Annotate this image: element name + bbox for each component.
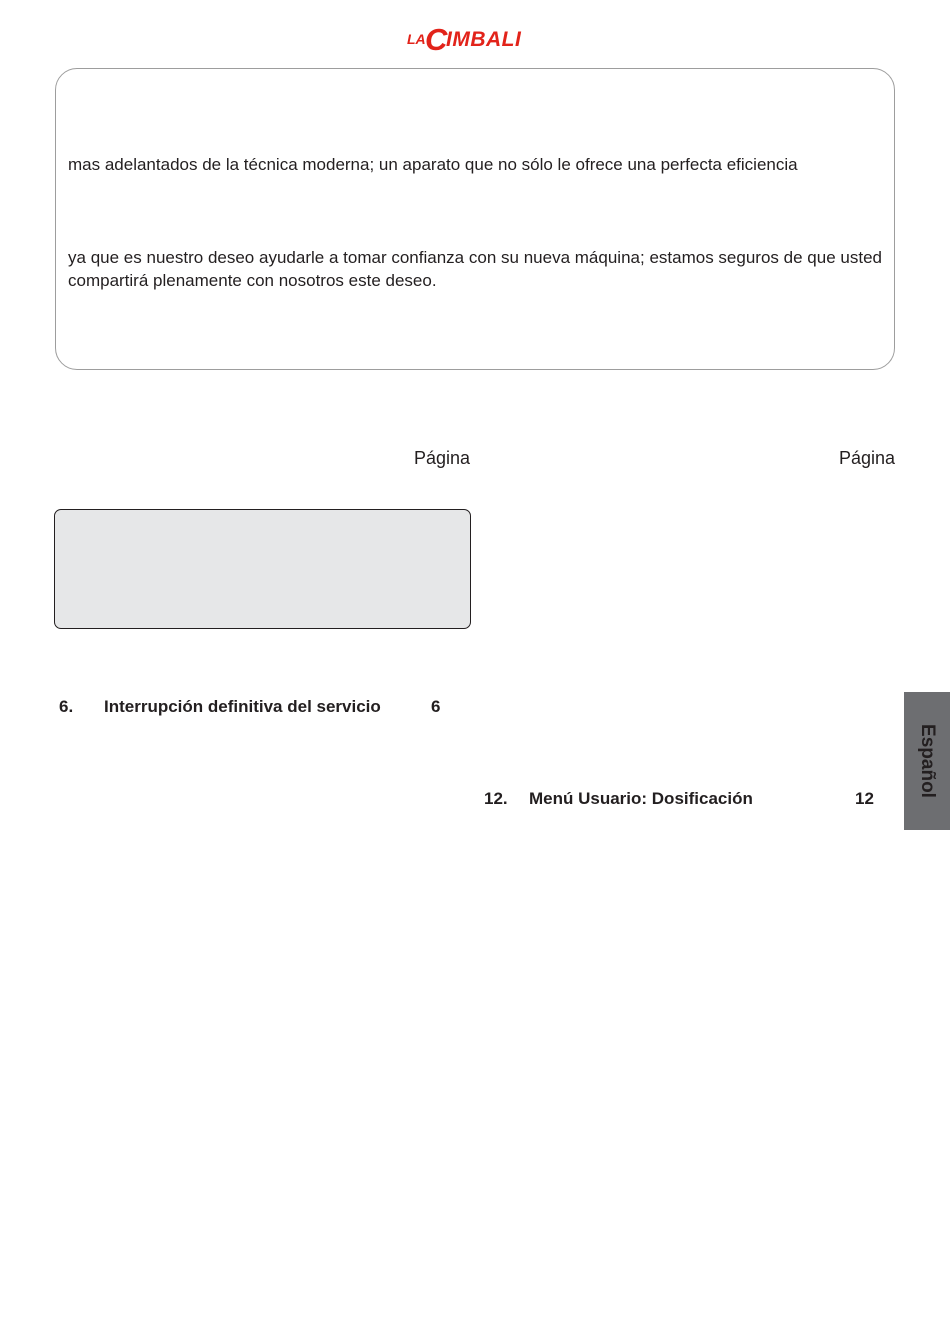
toc-entry[interactable] — [59, 696, 459, 718]
language-tab — [904, 692, 950, 830]
page-column-label-right: Página — [838, 448, 895, 468]
toc-entry-title: Menú Usuario: Dosificación — [529, 789, 753, 808]
page-column-label-left: Página — [413, 448, 470, 468]
intro-frame — [55, 68, 895, 370]
intro-paragraph-2: ya que es nuestro deseo ayudarle a tomar confianza con su nueva máquina; estamos seguros de que usted compartirá plenamente con nosotros este deseo. — [68, 248, 882, 290]
toc-entry-page: 12 — [855, 789, 874, 808]
section-highlight-box — [54, 509, 471, 629]
intro-line-1: mas adelantados de la técnica moderna; un aparato que no sólo le ofrece una perfecta eficiencia — [68, 155, 798, 174]
toc-entry[interactable] — [484, 788, 884, 810]
svg-text:LA: LA — [407, 31, 426, 47]
toc-entry-number: 6. — [59, 697, 74, 716]
language-tab-label: Español — [917, 724, 938, 798]
svg-text:IMBALI: IMBALI — [446, 28, 522, 51]
brand-logo — [0, 20, 950, 60]
toc-entry-number: 12. — [484, 789, 508, 808]
toc-entry-title: Interrupción definitiva del servicio — [104, 697, 381, 716]
lacimbali-logo-icon — [405, 20, 545, 54]
svg-text:C: C — [425, 22, 448, 54]
toc-entry-page: 6 — [431, 697, 441, 716]
